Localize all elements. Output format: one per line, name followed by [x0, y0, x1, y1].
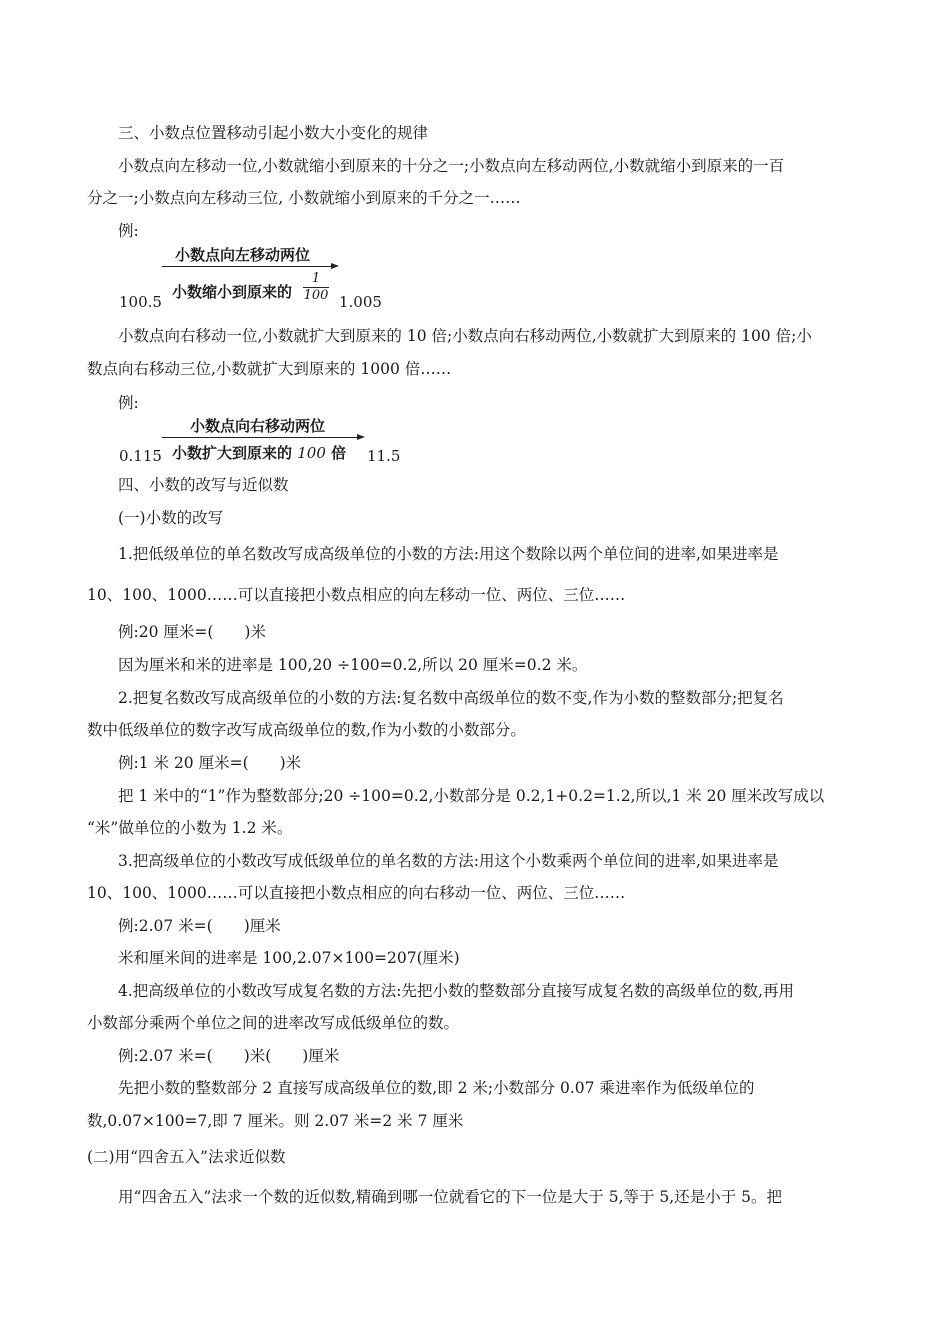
rule3-example: 例:2.07 米=( )厘米 — [118, 917, 281, 935]
example2-label: 例: — [118, 394, 139, 412]
example2-bottom-number: 100 — [297, 444, 326, 462]
rule3-line1: 3.把高级单位的小数改写成低级单位的单名数的方法:用这个小数乘两个单位间的进率,如果进率是 — [118, 852, 779, 870]
rule4-line2: 小数部分乘两个单位之间的进率改写成低级单位的数。 — [87, 1014, 460, 1032]
rule2-explanation-line2: “米”做单位的小数为 1.2 米。 — [87, 819, 293, 837]
example1-arrow-head-icon — [331, 263, 339, 269]
rule2-example: 例:1 米 20 厘米=( )米 — [118, 754, 302, 772]
paragraph-left-move-line2: 分之一;小数点向左移动三位, 小数就缩小到原来的千分之一…… — [87, 189, 521, 207]
example2-top-text: 小数点向右移动两位 — [190, 417, 326, 435]
rule3-explanation: 米和厘米间的进率是 100,2.07×100=207(厘米) — [118, 949, 460, 967]
example1-arrow-line — [162, 266, 332, 267]
example2-bottom-text-a: 小数扩大到原来的 — [172, 444, 293, 462]
rule4-line1: 4.把高级单位的小数改写成复名数的方法:先把小数的整数部分直接写成复名数的高级单位的数,再用 — [118, 982, 794, 1000]
paragraph-right-move-line1: 小数点向右移动一位,小数就扩大到原来的 10 倍;小数点向右移动两位,小数就扩大到原来的 100 倍;小 — [118, 327, 812, 345]
example1-from-value: 100.5 — [119, 293, 162, 311]
example1-fraction — [303, 272, 329, 303]
example2-arrow-line — [162, 437, 358, 438]
subsection-rounding-heading: (二)用“四舍五入”法求近似数 — [87, 1148, 286, 1166]
example2-arrow-head-icon — [357, 434, 365, 440]
section3-heading: 三、小数点位置移动引起小数大小变化的规律 — [118, 124, 429, 142]
fraction-denominator: 100 — [303, 288, 329, 303]
paragraph-right-move-line2: 数点向右移动三位,小数就扩大到原来的 1000 倍…… — [87, 360, 452, 378]
example1-to-value: 1.005 — [339, 293, 382, 311]
example2-bottom-text — [172, 443, 346, 463]
rule4-explanation-line1: 先把小数的整数部分 2 直接写成高级单位的数,即 2 米;小数部分 0.07 乘进率作为低级单位的 — [118, 1079, 755, 1097]
example2-to-value: 11.5 — [367, 447, 401, 465]
rule4-example: 例:2.07 米=( )米( )厘米 — [118, 1047, 340, 1065]
paragraph-left-move-line1: 小数点向左移动一位,小数就缩小到原来的十分之一;小数点向左移动两位,小数就缩小到原来的一百 — [118, 157, 785, 175]
rule1-line2: 10、100、1000……可以直接把小数点相应的向左移动一位、两位、三位…… — [87, 586, 626, 604]
rule1-explanation: 因为厘米和米的进率是 100,20 ÷100=0.2,所以 20 厘米=0.2 米。 — [118, 656, 588, 674]
rule2-explanation-line1: 把 1 米中的“1”作为整数部分;20 ÷100=0.2,小数部分是 0.2,1+0.2=1.2,所以,1 米 20 厘米改写成以 — [118, 787, 825, 805]
subsection-rewrite-heading: (一)小数的改写 — [118, 509, 224, 527]
rounding-paragraph-line1: 用“四舍五入”法求一个数的近似数,精确到哪一位就看它的下一位是大于 5,等于 5,还是小于 5。把 — [118, 1188, 782, 1206]
rule4-explanation-line2: 数,0.07×100=7,即 7 厘米。则 2.07 米=2 米 7 厘米 — [87, 1112, 464, 1130]
rule1-line1: 1.把低级单位的单名数改写成高级单位的小数的方法:用这个数除以两个单位间的进率,如果进率是 — [118, 545, 779, 563]
example2-bottom-text-b: 倍 — [331, 444, 347, 462]
example1-top-text: 小数点向左移动两位 — [175, 246, 311, 264]
rule2-line2: 数中低级单位的数字改写成高级单位的数,作为小数的小数部分。 — [87, 721, 526, 739]
fraction-numerator: 1 — [311, 271, 321, 286]
section4-heading: 四、小数的改写与近似数 — [118, 476, 289, 494]
example1-label: 例: — [118, 222, 139, 240]
example1-bottom-text: 小数缩小到原来的 — [172, 283, 293, 301]
rule2-line1: 2.把复名数改写成高级单位的小数的方法:复名数中高级单位的数不变,作为小数的整数部分;把复名 — [118, 689, 784, 707]
rule1-example: 例:20 厘米=( )米 — [118, 623, 266, 641]
rule3-line2: 10、100、1000……可以直接把小数点相应的向右移动一位、两位、三位…… — [87, 884, 626, 902]
example2-from-value: 0.115 — [119, 447, 162, 465]
